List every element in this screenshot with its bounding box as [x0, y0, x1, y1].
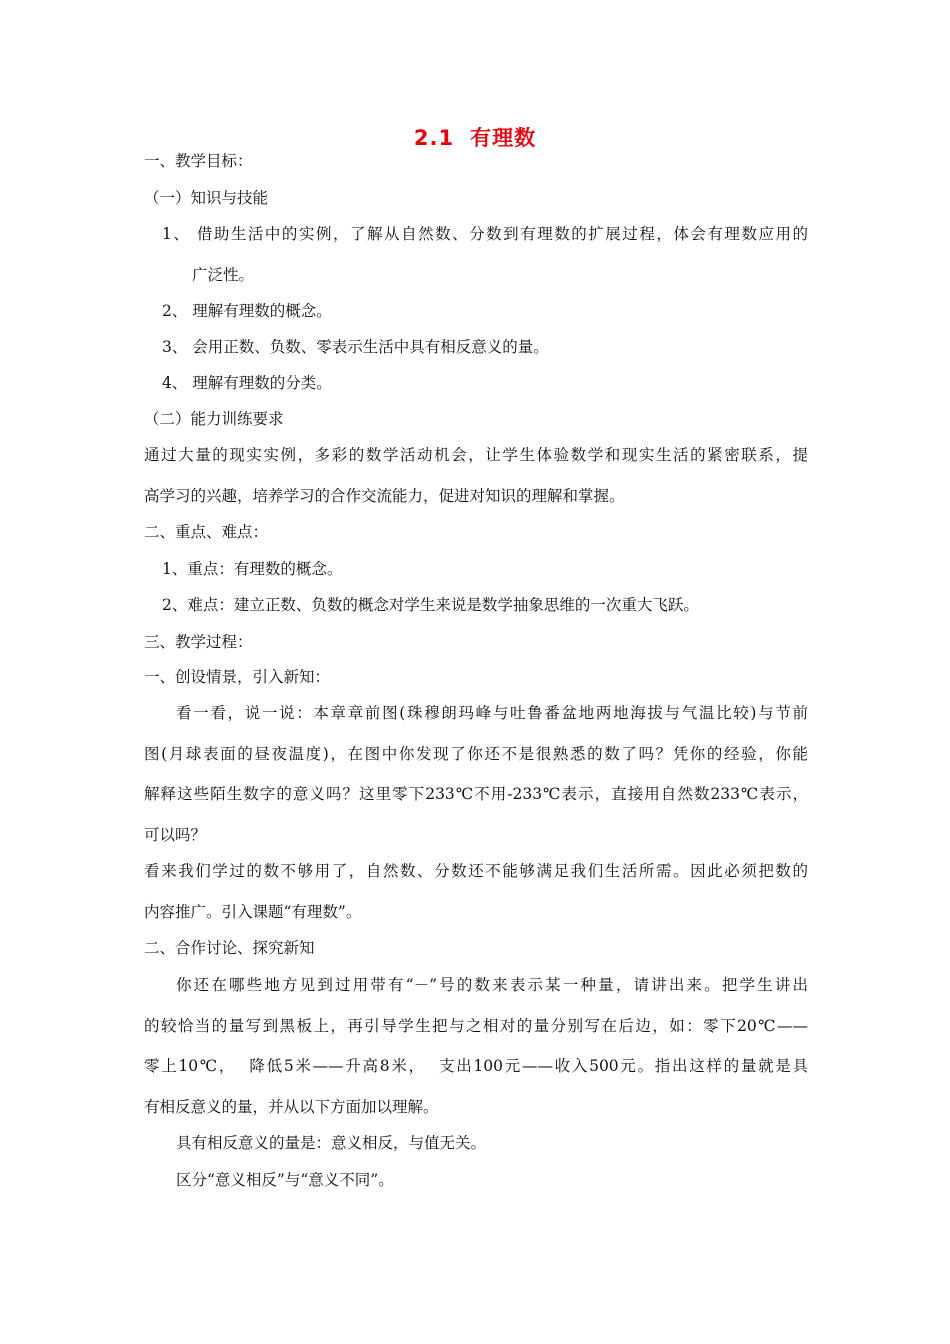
text-line: 内容推广。引入课题“有理数”。 — [144, 903, 362, 921]
text-line: 1、重点：有理数的概念。 — [162, 560, 343, 578]
text-line: （一）知识与技能 — [144, 189, 269, 207]
page-title — [0, 122, 950, 152]
text-line: 区分“意义相反”与“意义不同”。 — [176, 1171, 394, 1189]
text-line: 二、重点、难点： — [144, 523, 269, 541]
text-line: 的较恰当的量写到黑板上，再引导学生把与之相对的量分别写在后边，如：零下20℃—— — [144, 1017, 808, 1035]
text-line: 三、教学过程： — [144, 633, 253, 651]
text-line: 零上10℃， 降低5米——升高8米， 支出100元——收入500元。指出这样的量就是具 — [144, 1057, 808, 1075]
text-line: 解释这些陌生数字的意义吗？这里零下233℃不用-233℃表示，直接用自然数233℃表示， — [144, 785, 808, 803]
text-line: 2、难点：建立正数、负数的概念对学生来说是数学抽象思维的一次重大飞跃。 — [162, 596, 699, 614]
text-line: 4、 理解有理数的分类。 — [162, 374, 332, 392]
text-line: 具有相反意义的量是：意义相反，与值无关。 — [176, 1134, 487, 1152]
text-line: 看来我们学过的数不够用了，自然数、分数还不能够满足我们生活所需。因此必须把数的 — [144, 862, 808, 880]
text-line: （二）能力训练要求 — [144, 410, 284, 428]
text-line: 通过大量的现实实例，多彩的数学活动机会，让学生体验数学和现实生活的紧密联系，提 — [144, 446, 808, 464]
title-number: 2.1 — [413, 126, 455, 150]
text-line: 广泛性。 — [192, 266, 255, 284]
text-line: 1、 借助生活中的实例，了解从自然数、分数到有理数的扩展过程，体会有理数应用的 — [162, 225, 808, 243]
text-line: 2、 理解有理数的概念。 — [162, 302, 332, 320]
text-line: 可以吗？ — [144, 826, 207, 844]
text-line: 一、创设情景，引入新知： — [144, 668, 331, 686]
text-line: 看一看，说一说：本章章前图(珠穆朗玛峰与吐鲁番盆地两地海拔与气温比较)与节前 — [176, 704, 808, 722]
text-line: 二、合作讨论、探究新知 — [144, 939, 315, 957]
text-line: 一、教学目标： — [144, 152, 253, 170]
text-line: 3、 会用正数、负数、零表示生活中具有相反意义的量。 — [162, 338, 549, 356]
text-line: 图(月球表面的昼夜温度)，在图中你发现了你还不是很熟悉的数了吗？凭你的经验，你能 — [144, 745, 808, 763]
text-line: 高学习的兴趣，培养学习的合作交流能力，促进对知识的理解和掌握。 — [144, 487, 625, 505]
title-text: 有理数 — [470, 126, 537, 150]
text-line: 有相反意义的量，并从以下方面加以理解。 — [144, 1098, 439, 1116]
text-line: 你还在哪些地方见到过用带有“－”号的数来表示某一种量，请讲出来。把学生讲出 — [176, 976, 808, 994]
